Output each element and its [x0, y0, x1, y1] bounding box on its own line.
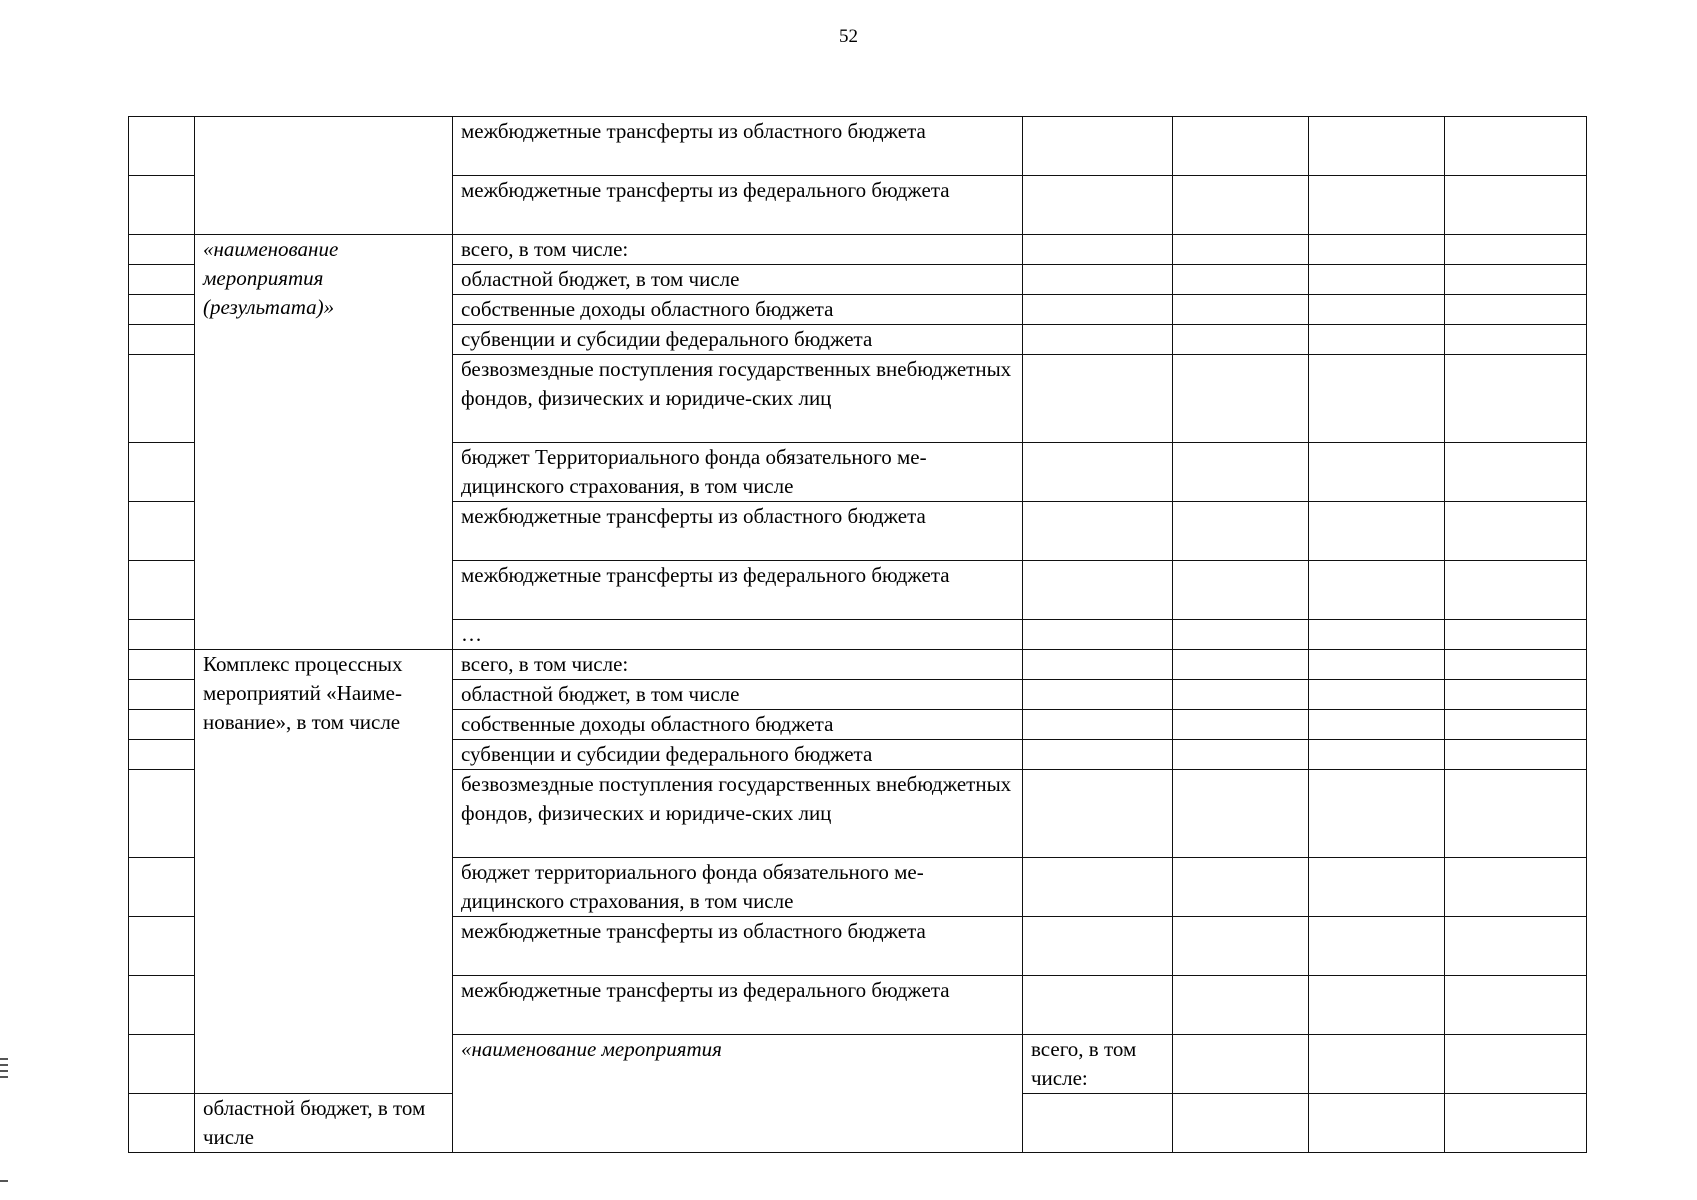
value-cell [1023, 265, 1173, 295]
funding-source-cell: собственные доходы областного бюджета [453, 295, 1023, 325]
funding-source-cell: областной бюджет, в том числе [453, 265, 1023, 295]
value-cell [1023, 770, 1173, 858]
value-cell [1445, 740, 1587, 770]
value-cell [1023, 502, 1173, 561]
funding-source-cell: межбюджетные трансферты из федерального бюджета [453, 561, 1023, 620]
value-cell [1023, 680, 1173, 710]
scan-edge-marks [0, 1058, 8, 1082]
value-cell [1173, 1035, 1309, 1094]
value-cell [1173, 976, 1309, 1035]
row-number-cell [129, 265, 195, 295]
value-cell [1173, 502, 1309, 561]
funding-source-cell: областной бюджет, в том числе [453, 680, 1023, 710]
value-cell [1309, 443, 1445, 502]
value-cell [1309, 295, 1445, 325]
row-number-cell [129, 117, 195, 176]
row-number-cell [129, 295, 195, 325]
value-cell [1173, 620, 1309, 650]
funding-source-cell: межбюджетные трансферты из областного бюджета [453, 502, 1023, 561]
value-cell [1023, 710, 1173, 740]
value-cell [1445, 443, 1587, 502]
value-cell [1309, 740, 1445, 770]
value-cell [1023, 740, 1173, 770]
value-cell [1309, 620, 1445, 650]
row-number-cell [129, 325, 195, 355]
value-cell [1445, 770, 1587, 858]
budget-table [128, 116, 1587, 1153]
value-cell [1173, 355, 1309, 443]
row-number-cell [129, 740, 195, 770]
value-cell [1445, 620, 1587, 650]
activity-name-cell [195, 117, 453, 235]
value-cell [1445, 325, 1587, 355]
row-number-cell [129, 355, 195, 443]
value-cell [1309, 1035, 1445, 1094]
value-cell [1445, 265, 1587, 295]
value-cell [1173, 561, 1309, 620]
funding-source-cell: межбюджетные трансферты из областного бюджета [453, 917, 1023, 976]
row-number-cell [129, 650, 195, 680]
budget-table-body [129, 117, 1587, 1153]
value-cell [1309, 561, 1445, 620]
row-number-cell [129, 502, 195, 561]
value-cell [1023, 235, 1173, 265]
scan-edge-dash [0, 1180, 8, 1182]
value-cell [1023, 176, 1173, 235]
row-number-cell [129, 235, 195, 265]
value-cell [1309, 235, 1445, 265]
value-cell [1173, 680, 1309, 710]
value-cell [1309, 176, 1445, 235]
value-cell [1173, 235, 1309, 265]
value-cell [1309, 858, 1445, 917]
value-cell [1445, 561, 1587, 620]
value-cell [1445, 235, 1587, 265]
value-cell [1173, 650, 1309, 680]
funding-source-cell: межбюджетные трансферты из областного бюджета [453, 117, 1023, 176]
value-cell [1445, 650, 1587, 680]
table-row [129, 650, 1587, 680]
value-cell [1173, 770, 1309, 858]
value-cell [1445, 976, 1587, 1035]
activity-name-cell: «наименование мероприятия [453, 1035, 1023, 1153]
value-cell [1173, 295, 1309, 325]
row-number-cell [129, 561, 195, 620]
value-cell [1445, 355, 1587, 443]
value-cell [1023, 858, 1173, 917]
value-cell [1173, 917, 1309, 976]
value-cell [1309, 325, 1445, 355]
value-cell [1173, 710, 1309, 740]
value-cell [1173, 858, 1309, 917]
value-cell [1445, 117, 1587, 176]
value-cell [1445, 295, 1587, 325]
value-cell [1309, 117, 1445, 176]
funding-source-cell: всего, в том числе: [453, 650, 1023, 680]
row-number-cell [129, 976, 195, 1035]
row-number-cell [129, 443, 195, 502]
value-cell [1445, 1094, 1587, 1153]
value-cell [1023, 443, 1173, 502]
value-cell [1173, 176, 1309, 235]
row-number-cell [129, 1094, 195, 1153]
value-cell [1309, 355, 1445, 443]
row-number-cell [129, 770, 195, 858]
value-cell [1309, 770, 1445, 858]
funding-source-cell: межбюджетные трансферты из федерального бюджета [453, 176, 1023, 235]
value-cell [1309, 710, 1445, 740]
value-cell [1309, 502, 1445, 561]
activity-name-cell: «наименование мероприятия (результата)» [195, 235, 453, 650]
value-cell [1445, 502, 1587, 561]
value-cell [1173, 265, 1309, 295]
funding-source-cell: собственные доходы областного бюджета [453, 710, 1023, 740]
row-number-cell [129, 620, 195, 650]
value-cell [1445, 858, 1587, 917]
value-cell [1173, 117, 1309, 176]
table-row [129, 117, 1587, 176]
funding-source-cell [1023, 620, 1173, 650]
value-cell [1023, 117, 1173, 176]
value-cell [1309, 650, 1445, 680]
value-cell [1445, 710, 1587, 740]
row-number-cell [129, 680, 195, 710]
funding-source-cell: субвенции и субсидии федерального бюджета [453, 740, 1023, 770]
funding-source-cell: бюджет территориального фонда обязательного ме-дицинского страхования, в том числе [453, 858, 1023, 917]
value-cell [1309, 917, 1445, 976]
value-cell [1309, 976, 1445, 1035]
value-cell [1173, 1094, 1309, 1153]
funding-source-cell: областной бюджет, в том числе [195, 1094, 453, 1153]
value-cell [1023, 650, 1173, 680]
funding-source-cell: безвозмездные поступления государственных внебюджетных фондов, физических и юридиче-ских лиц [453, 355, 1023, 443]
value-cell [1445, 680, 1587, 710]
value-cell [1309, 1094, 1445, 1153]
activity-name-cell: … [453, 620, 1023, 650]
row-number-cell [129, 917, 195, 976]
value-cell [1173, 325, 1309, 355]
table-row [129, 235, 1587, 265]
value-cell [1309, 680, 1445, 710]
row-number-cell [129, 858, 195, 917]
activity-name-cell: Комплекс процессных мероприятий «Наиме-нование», в том числе [195, 650, 453, 1094]
page-number: 52 [839, 26, 858, 47]
value-cell [1023, 561, 1173, 620]
value-cell [1023, 355, 1173, 443]
value-cell [1445, 917, 1587, 976]
value-cell [1023, 295, 1173, 325]
funding-source-cell: всего, в том числе: [453, 235, 1023, 265]
value-cell [1023, 325, 1173, 355]
funding-source-cell: всего, в том числе: [1023, 1035, 1173, 1094]
value-cell [1023, 1094, 1173, 1153]
funding-source-cell: межбюджетные трансферты из федерального бюджета [453, 976, 1023, 1035]
value-cell [1445, 1035, 1587, 1094]
funding-source-cell: бюджет Территориального фонда обязательного ме-дицинского страхования, в том числе [453, 443, 1023, 502]
value-cell [1023, 917, 1173, 976]
value-cell [1173, 740, 1309, 770]
value-cell [1023, 976, 1173, 1035]
row-number-cell [129, 1035, 195, 1094]
row-number-cell [129, 176, 195, 235]
value-cell [1173, 443, 1309, 502]
value-cell [1445, 176, 1587, 235]
row-number-cell [129, 710, 195, 740]
value-cell [1309, 265, 1445, 295]
funding-source-cell: безвозмездные поступления государственных внебюджетных фондов, физических и юридиче-ских лиц [453, 770, 1023, 858]
funding-source-cell: субвенции и субсидии федерального бюджета [453, 325, 1023, 355]
